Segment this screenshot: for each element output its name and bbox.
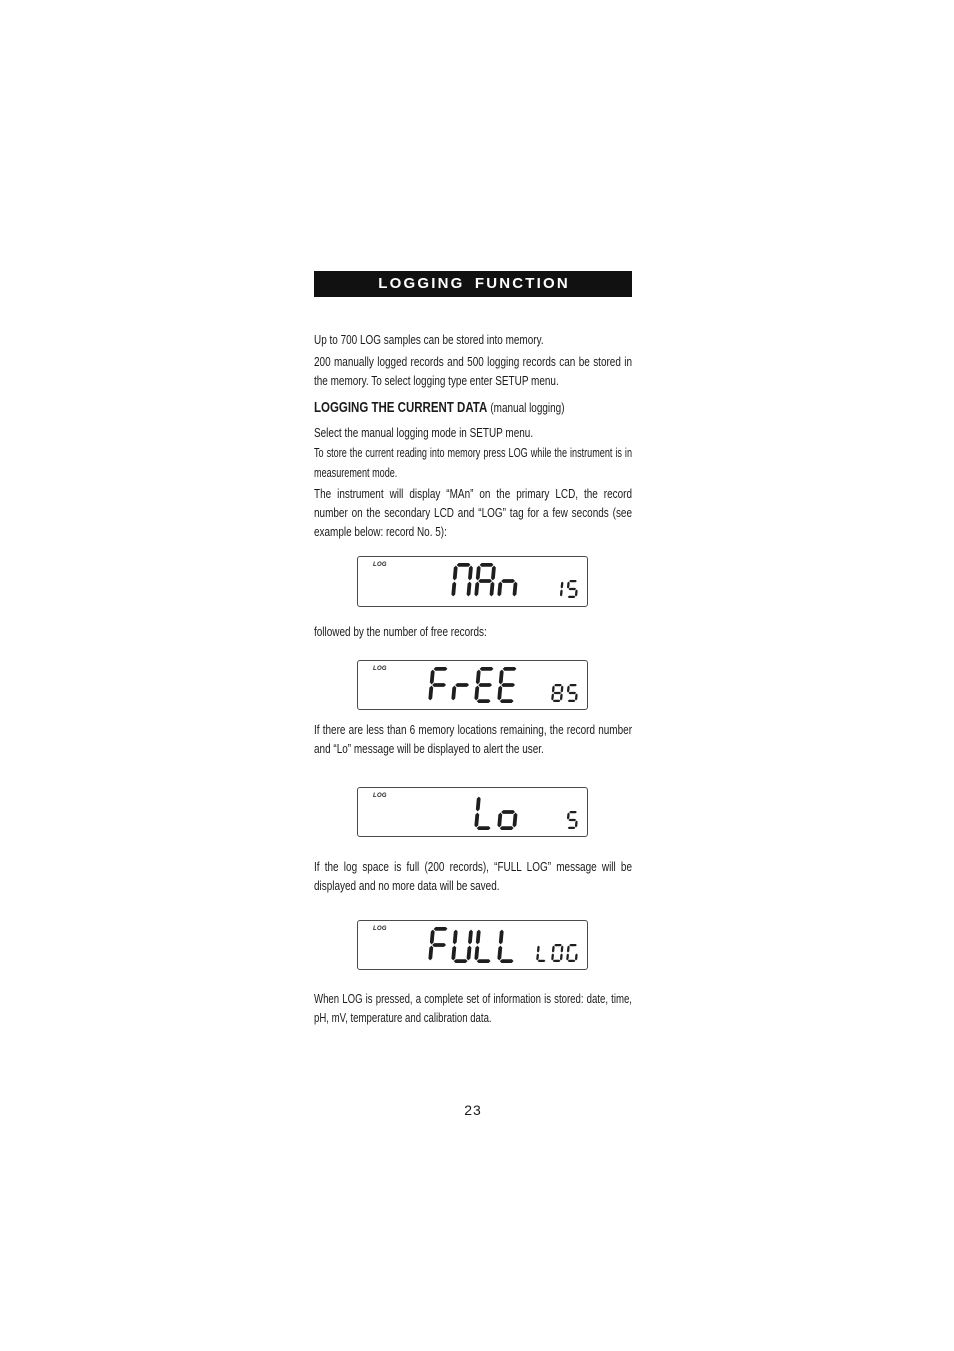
lcd-segment-c [467, 946, 472, 961]
lcd-segment-e [551, 694, 554, 701]
lcd-log-tag: LOG [373, 666, 387, 672]
lcd-segment-a [503, 667, 517, 671]
record-types-text: 200 manually logged records and 500 logging records can be stored in the memory. To select logging type enter SETUP menu. [314, 354, 633, 388]
lcd-segment-e [497, 686, 502, 701]
log-pressed-text [314, 989, 632, 1027]
lcd-segment-d [553, 700, 561, 702]
lcd-primary-readout [428, 927, 513, 963]
lcd-segment-g [501, 683, 515, 687]
lcd-digit [451, 683, 469, 700]
store-text-after: while the instrument is in measurement mode. [314, 445, 632, 480]
full-log-message-label: FULL LOG [497, 859, 548, 874]
lcd-digit [536, 946, 545, 962]
lcd-segment-e [497, 813, 502, 828]
lcd-segment-a [569, 811, 577, 813]
lcd-segment-a [569, 944, 577, 946]
lcd-digit [474, 930, 490, 963]
lcd-segment-g [568, 692, 576, 694]
lcd-segment-e [474, 686, 479, 701]
lcd-segment-f [430, 670, 435, 685]
lcd-segment-display [357, 787, 588, 837]
lcd-segment-d [477, 826, 491, 830]
lcd-segment-a [569, 684, 577, 686]
lcd-digit [497, 667, 516, 703]
display-text-1: The instrument will display “ [314, 486, 450, 501]
lcd-segment-e [551, 954, 554, 961]
lcd-segment-display [357, 920, 588, 970]
lcd-display-record [357, 556, 588, 607]
subsection-heading-title: LOGGING THE CURRENT DATA [314, 399, 488, 416]
full-text-1: If the log space is full (200 records), “ [314, 859, 498, 874]
lcd-segment-a [554, 944, 562, 946]
select-mode-text: Select the manual logging mode in SETUP menu. [314, 425, 534, 440]
lcd-segment-f [537, 946, 540, 953]
lcd-digit [497, 810, 517, 830]
lcd-segment-f [499, 930, 504, 945]
lcd-segment-f [567, 813, 570, 820]
low-memory-text [314, 720, 632, 758]
lcd-digit [474, 797, 490, 830]
lcd-segment-c [560, 590, 563, 597]
section-title: LOGGING FUNCTION [378, 275, 570, 292]
lcd-segment-b [491, 566, 496, 581]
lcd-digit [551, 684, 563, 702]
lcd-segment-d [568, 960, 576, 962]
lcd-digit [567, 811, 578, 829]
lcd-segment-c [490, 582, 495, 597]
lcd-segment-c [560, 694, 563, 701]
lcd-segment-d [477, 959, 491, 963]
lcd-segment-f [430, 930, 435, 945]
lcd-segment-c [560, 954, 563, 961]
lcd-display-full [357, 920, 588, 970]
free-records-intro-text: followed by the number of free records: [314, 624, 487, 639]
lcd-segment-a [434, 927, 448, 931]
full-memory-text [314, 857, 632, 895]
lcd-primary-readout [451, 563, 517, 596]
lcd-segment-f [476, 566, 481, 581]
lcd-log-tag: LOG [373, 793, 387, 799]
display-text-2: ” on the primary LCD, the record number on the secondary LCD and “ [314, 486, 633, 520]
lcd-digit [567, 684, 578, 702]
lcd-segment-e [428, 686, 433, 701]
lcd-segment-d [500, 826, 514, 830]
lcd-segment-e [566, 954, 569, 961]
lcd-segment-e [451, 686, 456, 701]
lcd-digit [451, 930, 472, 963]
lcd-segment-b [561, 946, 564, 953]
lcd-display-free [357, 660, 588, 710]
lcd-segment-a [554, 684, 562, 686]
log-tag-label: LOG [481, 505, 503, 520]
lcd-segment-f [476, 670, 481, 685]
lcd-secondary-readout [567, 811, 578, 829]
lcd-secondary-readout [536, 944, 577, 962]
lcd-segment-d [568, 700, 576, 702]
lcd-segment-c [513, 582, 518, 597]
display-text-3: ” tag for a few seconds (see example below: record No. 5): [314, 505, 633, 539]
lcd-display-low [357, 787, 588, 837]
lcd-segment-c [467, 582, 472, 597]
lcd-log-tag: LOG [373, 926, 387, 932]
lcd-segment-g [501, 810, 515, 814]
lcd-segment-c [575, 821, 578, 828]
lcd-segment-g [568, 819, 576, 821]
lcd-segment-g [568, 588, 576, 590]
lcd-segment-e [451, 946, 456, 961]
lcd-segment-g [478, 683, 492, 687]
lcd-segment-display [357, 660, 588, 710]
lcd-segment-e [536, 954, 539, 961]
lcd-segment-f [552, 686, 555, 693]
lcd-digit [497, 579, 517, 596]
lcd-segment-f [453, 930, 458, 945]
lcd-segment-f [453, 566, 458, 581]
lcd-segment-b [468, 566, 473, 581]
lcd-log-tag: LOG [373, 562, 387, 568]
lcd-segment-d [568, 827, 576, 829]
low-text-1: If there are less than 6 memory locations remaining, the record number and “ [314, 722, 633, 756]
lcd-primary-readout [474, 797, 517, 830]
lcd-segment-g [553, 692, 561, 694]
lcd-segment-d [454, 959, 468, 963]
lcd-segment-g [432, 683, 446, 687]
lcd-segment-e [497, 946, 502, 961]
lcd-segment-a [569, 580, 577, 582]
lcd-segment-e [451, 582, 456, 597]
lcd-digit [474, 667, 493, 703]
lcd-primary-readout [428, 667, 516, 703]
lcd-digit [566, 944, 577, 962]
lcd-digit [560, 582, 563, 597]
subsection-heading-note: (manual logging) [490, 400, 565, 415]
lcd-segment-d [568, 596, 576, 598]
lcd-segment-g [455, 683, 469, 687]
lcd-segment-b [468, 930, 473, 945]
lcd-segment-g [478, 579, 492, 583]
lcd-segment-e [497, 582, 502, 597]
lcd-segment-d [477, 699, 491, 703]
lcd-digit [451, 563, 472, 596]
pressed-text-2: is pressed, a complete set of information is stored: date, time, pH, mV, temperature and calibration data. [314, 991, 632, 1025]
lcd-segment-d [500, 959, 514, 963]
store-text-before: To store the current reading into memory press [314, 445, 509, 460]
section-title-bar [314, 271, 632, 297]
log-key-label: LOG [342, 991, 363, 1006]
log-key-label: LOG [508, 445, 528, 460]
lcd-segment-a [457, 563, 471, 567]
full-text-2: ” message will be displayed and no more data will be saved. [314, 859, 633, 893]
lcd-segment-f [499, 670, 504, 685]
lcd-segment-f [567, 686, 570, 693]
capacity-text: Up to 700 LOG samples can be stored into memory. [314, 332, 544, 347]
pressed-text-1: When [314, 991, 343, 1006]
lcd-segment-display [357, 556, 588, 607]
lcd-segment-e [474, 813, 479, 828]
lcd-segment-g [432, 943, 446, 947]
lcd-segment-e [474, 946, 479, 961]
store-instruction-text [314, 443, 632, 483]
lcd-digit [567, 580, 578, 598]
lcd-segment-c [513, 813, 518, 828]
lcd-segment-e [428, 946, 433, 961]
lo-message-label: Lo [336, 741, 348, 756]
lcd-digit [551, 944, 563, 962]
lcd-segment-d [500, 699, 514, 703]
lcd-segment-c [575, 954, 578, 961]
lcd-segment-g [501, 579, 515, 583]
lcd-segment-f [476, 797, 481, 812]
lcd-segment-f [567, 582, 570, 589]
display-description-text [314, 484, 632, 541]
lcd-segment-c [575, 694, 578, 701]
lcd-digit [428, 667, 447, 700]
lcd-digit [497, 930, 513, 963]
lcd-segment-a [480, 563, 494, 567]
lcd-segment-b [561, 686, 564, 693]
lcd-segment-c [575, 590, 578, 597]
lcd-segment-e [474, 582, 479, 597]
man-message-label: MAn [449, 486, 471, 501]
lcd-secondary-readout [551, 684, 577, 702]
lcd-segment-a [480, 667, 494, 671]
lcd-segment-b [561, 582, 564, 589]
lcd-secondary-readout [560, 580, 578, 598]
lcd-segment-d [538, 960, 546, 962]
lcd-segment-d [553, 960, 561, 962]
lcd-segment-f [552, 946, 555, 953]
lcd-segment-f [476, 930, 481, 945]
lcd-segment-a [434, 667, 448, 671]
lcd-segment-f [567, 946, 570, 953]
low-text-2: ” message will be displayed to alert the user. [347, 741, 544, 756]
page-number: 23 [464, 1102, 482, 1118]
subsection-heading [314, 398, 632, 417]
lcd-digit [474, 563, 495, 596]
lcd-digit [428, 927, 447, 960]
